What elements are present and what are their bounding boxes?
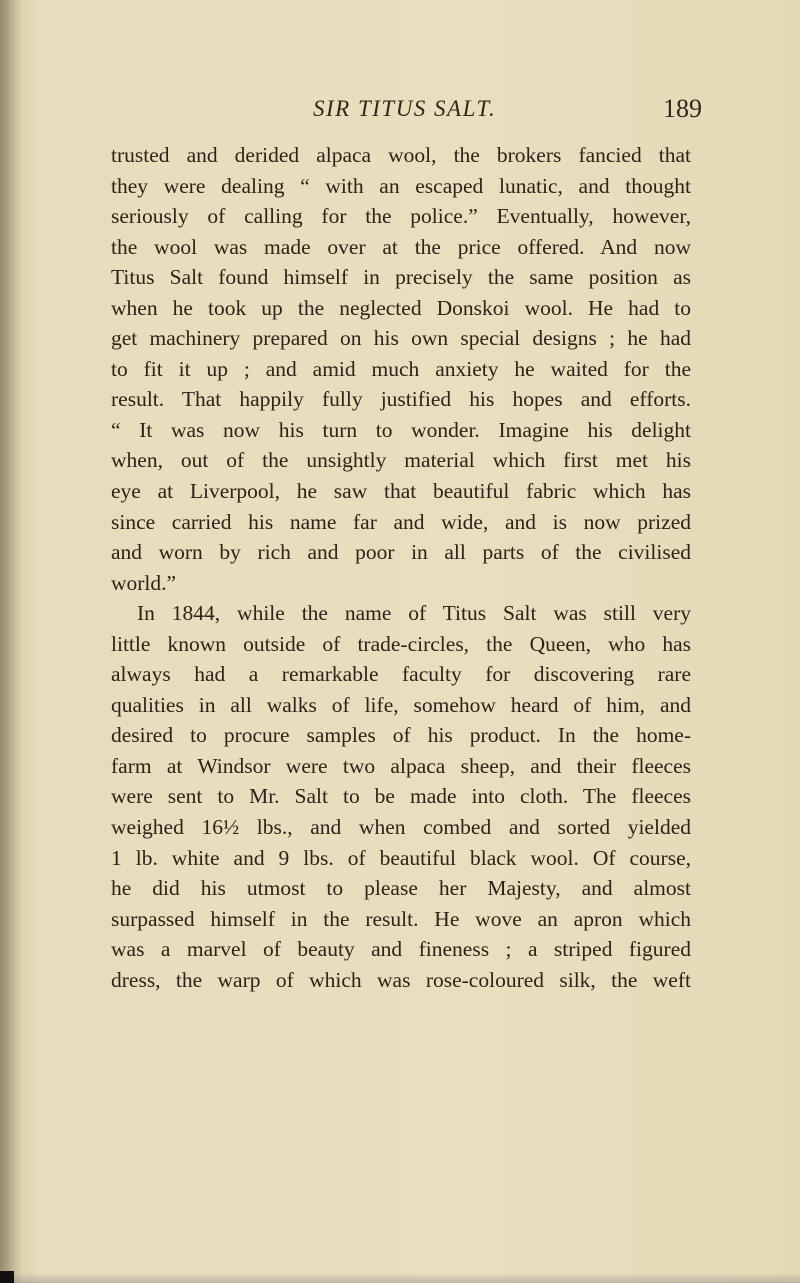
text-line: surpassed himself in the result. He wove an apron which bbox=[111, 906, 691, 931]
text-line: when, out of the unsightly material which first met his bbox=[111, 448, 691, 473]
text-line: weighed 16½ lbs., and when combed and sorted yielded bbox=[111, 815, 691, 840]
text-line: he did his utmost to please her Majesty, and almost bbox=[111, 876, 691, 901]
text-line: “ It was now his turn to wonder. Imagine his delight bbox=[111, 417, 691, 442]
text-line: get machinery prepared on his own special designs ; he had bbox=[111, 326, 691, 351]
body-text bbox=[111, 140, 691, 995]
text-line: In 1844, while the name of Titus Salt was still very bbox=[137, 601, 691, 626]
text-line: when he took up the neglected Donskoi wool. He had to bbox=[111, 295, 691, 320]
text-line: 1 lb. white and 9 lbs. of beautiful black wool. Of course, bbox=[111, 845, 691, 870]
text-line: little known outside of trade-circles, the Queen, who has bbox=[111, 631, 691, 656]
text-line: farm at Windsor were two alpaca sheep, and their fleeces bbox=[111, 753, 691, 778]
page-number: 189 bbox=[663, 94, 702, 123]
text-line: result. That happily fully justified his hopes and efforts. bbox=[111, 387, 691, 412]
scan-corner-mark bbox=[0, 1271, 14, 1283]
text-line: were sent to Mr. Salt to be made into cloth. The fleeces bbox=[111, 784, 691, 809]
running-title: SIR TITUS SALT. bbox=[313, 96, 497, 121]
spine-shadow bbox=[0, 0, 22, 1283]
text-line: desired to procure samples of his product. In the home- bbox=[111, 723, 691, 748]
text-line: eye at Liverpool, he saw that beautiful fabric which has bbox=[111, 479, 691, 504]
text-line: they were dealing “ with an escaped lunatic, and thought bbox=[111, 173, 691, 198]
scan-edge bbox=[0, 1273, 800, 1283]
text-line: was a marvel of beauty and fineness ; a striped figured bbox=[111, 937, 691, 962]
text-line: dress, the warp of which was rose-coloured silk, the weft bbox=[111, 967, 691, 992]
text-line: the wool was made over at the price offered. And now bbox=[111, 234, 691, 259]
text-line: to fit it up ; and amid much anxiety he waited for the bbox=[111, 356, 691, 381]
text-line: world.” bbox=[111, 570, 177, 595]
text-line: trusted and derided alpaca wool, the brokers fancied that bbox=[111, 143, 691, 167]
text-line: seriously of calling for the police.” Eventually, however, bbox=[111, 204, 691, 229]
text-line: qualities in all walks of life, somehow heard of him, and bbox=[111, 692, 691, 717]
text-line: and worn by rich and poor in all parts of the civilised bbox=[111, 540, 691, 565]
text-line: since carried his name far and wide, and is now prized bbox=[111, 509, 691, 534]
text-line: always had a remarkable faculty for discovering rare bbox=[111, 662, 691, 687]
text-line: Titus Salt found himself in precisely the same position as bbox=[111, 265, 691, 290]
